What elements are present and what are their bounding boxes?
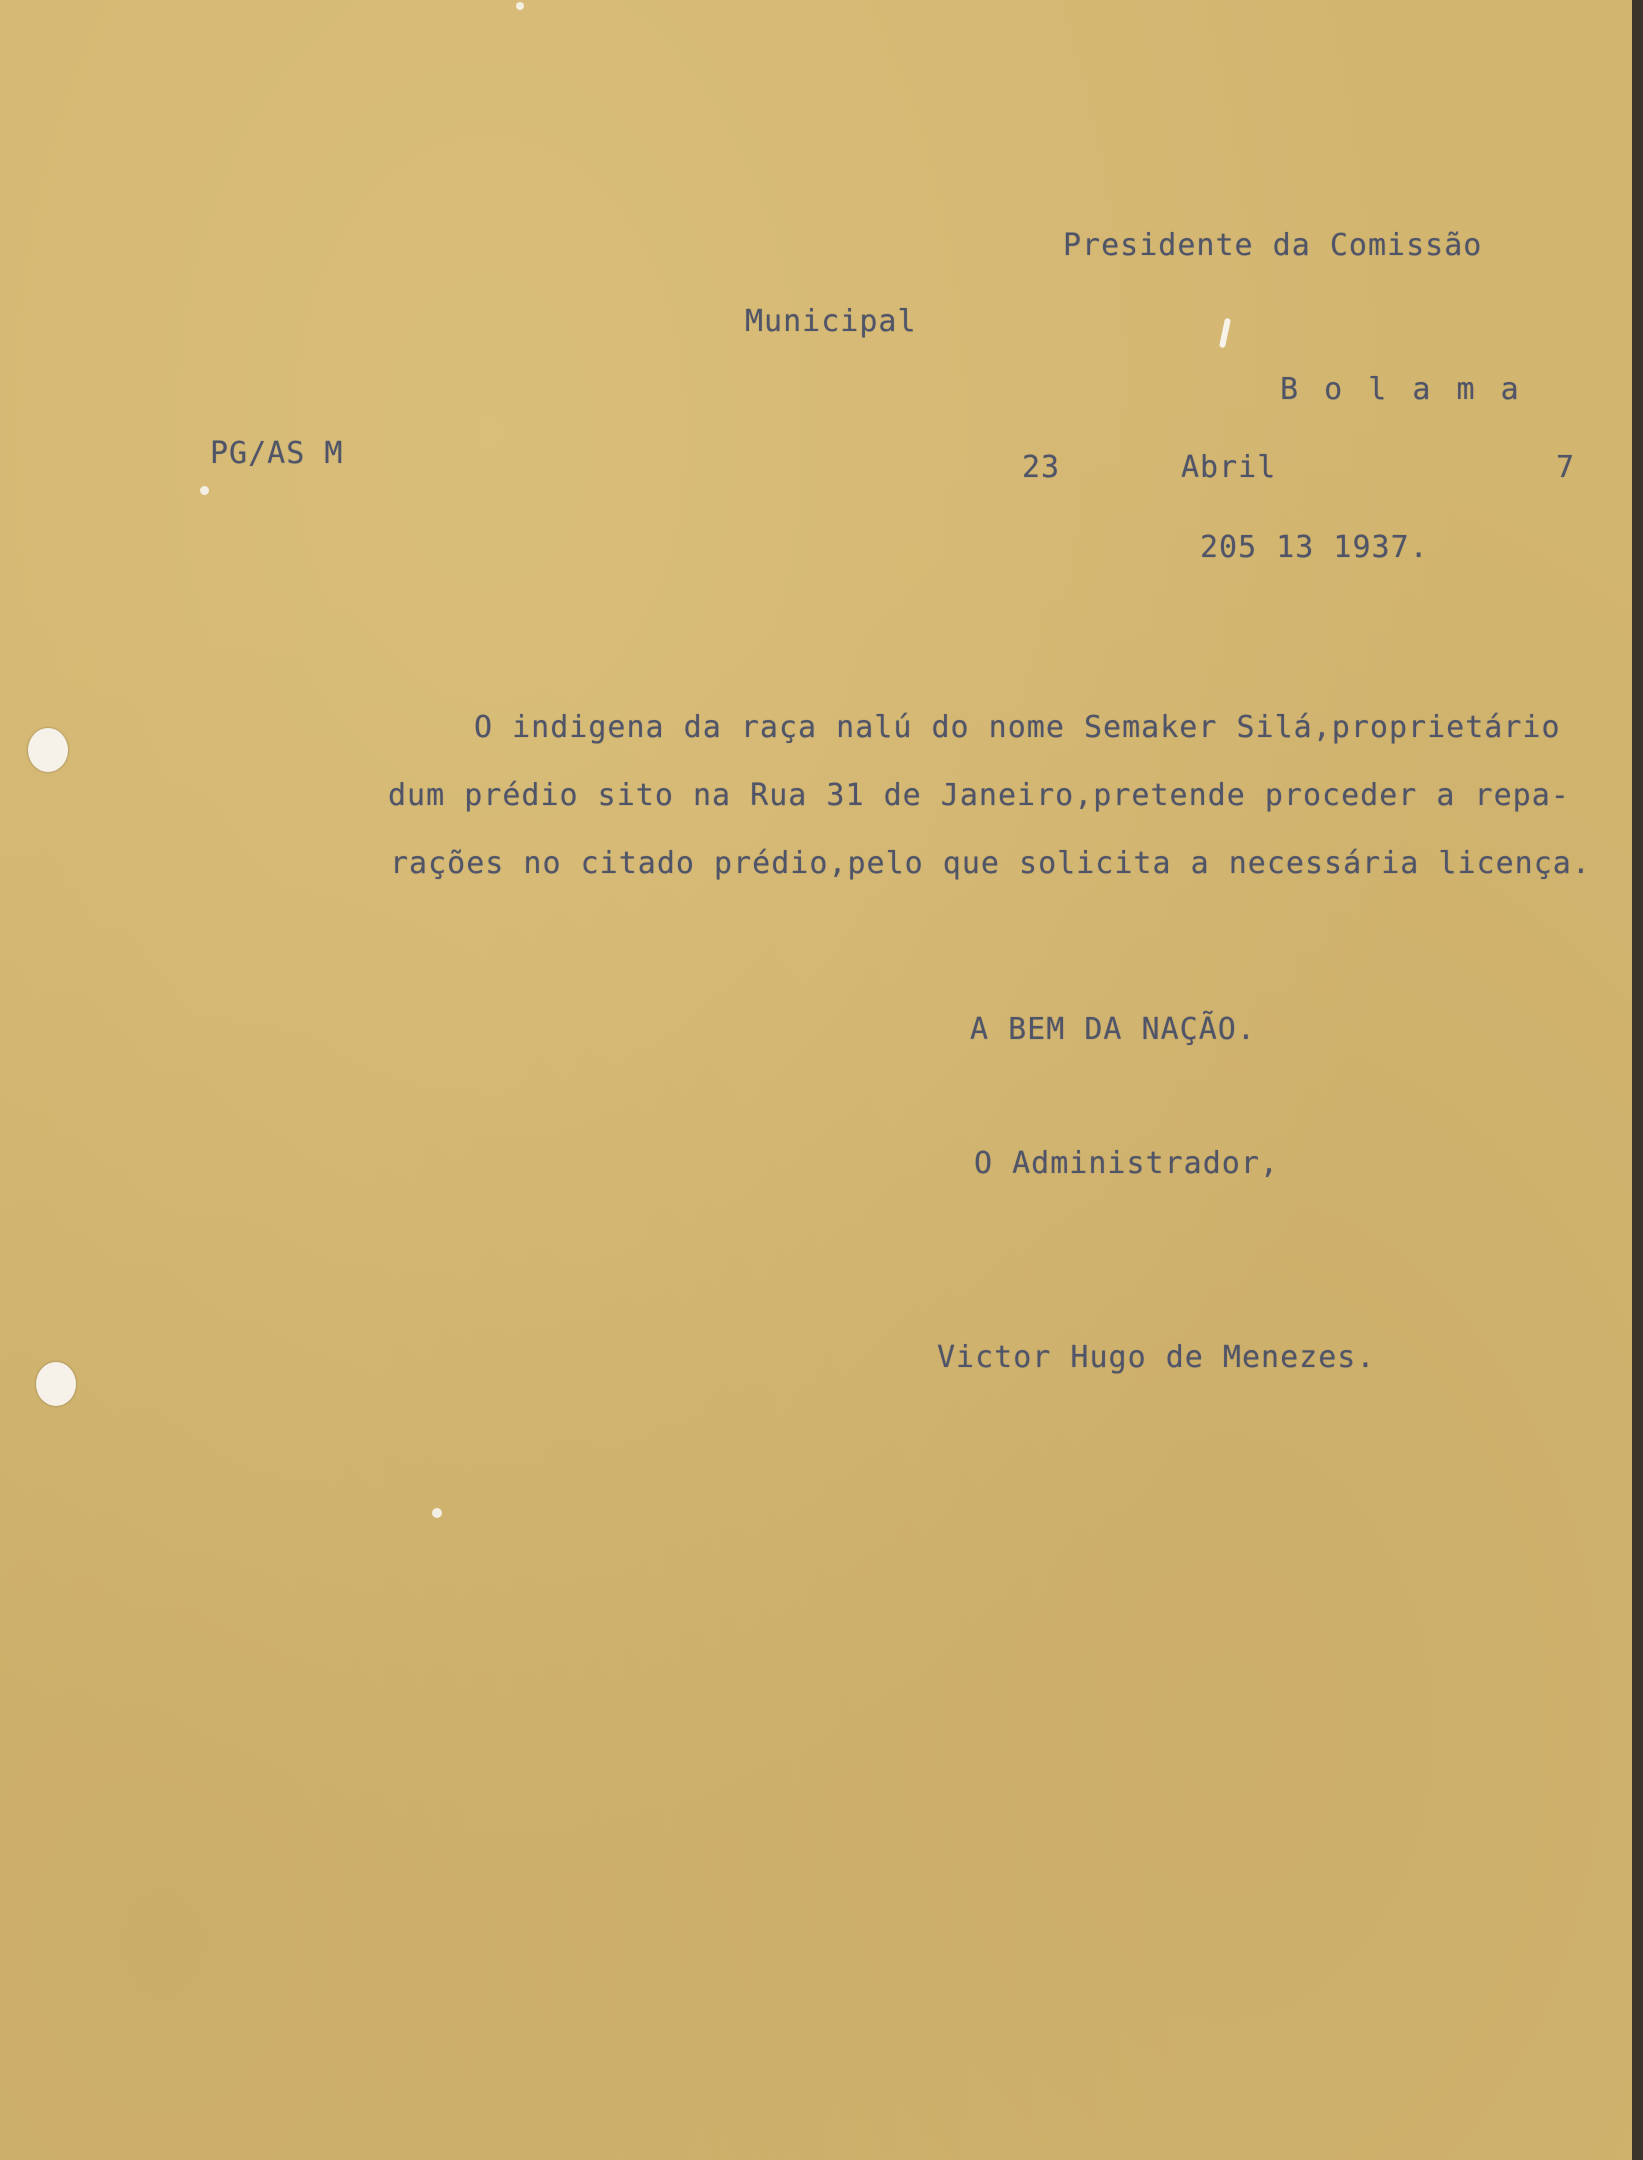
recipient-line-2: Municipal <box>745 304 917 339</box>
scan-edge <box>1632 0 1643 2160</box>
date-number: 7 <box>1556 450 1576 485</box>
body-line-3: rações no citado prédio,pelo que solicita a necessária licença. <box>390 846 1591 881</box>
paper-speck <box>516 2 524 10</box>
closing-salutation: A BEM DA NAÇÃO. <box>970 1012 1256 1047</box>
closing-title: O Administrador, <box>974 1146 1279 1181</box>
punch-hole-top <box>28 728 68 772</box>
recipient-line-1: Presidente da Comissão <box>1063 228 1483 263</box>
body-line-1: O indigena da raça nalú do nome Semaker Silá,proprietário <box>474 710 1561 745</box>
date-month: Abril <box>1181 450 1277 485</box>
date-day: 23 <box>1022 450 1061 485</box>
recipient-place: B o l a m a <box>1280 372 1523 407</box>
paper-mark <box>1219 318 1231 349</box>
date-codes: 205 13 1937. <box>1200 530 1429 565</box>
body-line-2: dum prédio sito na Rua 31 de Janeiro,pretende proceder a repa- <box>388 778 1570 813</box>
signature: Victor Hugo de Menezes. <box>937 1340 1376 1375</box>
paper-speck <box>432 1508 442 1518</box>
reference-code: PG/AS M <box>210 436 344 471</box>
punch-hole-bottom <box>36 1362 76 1406</box>
paper-speck <box>200 486 209 495</box>
